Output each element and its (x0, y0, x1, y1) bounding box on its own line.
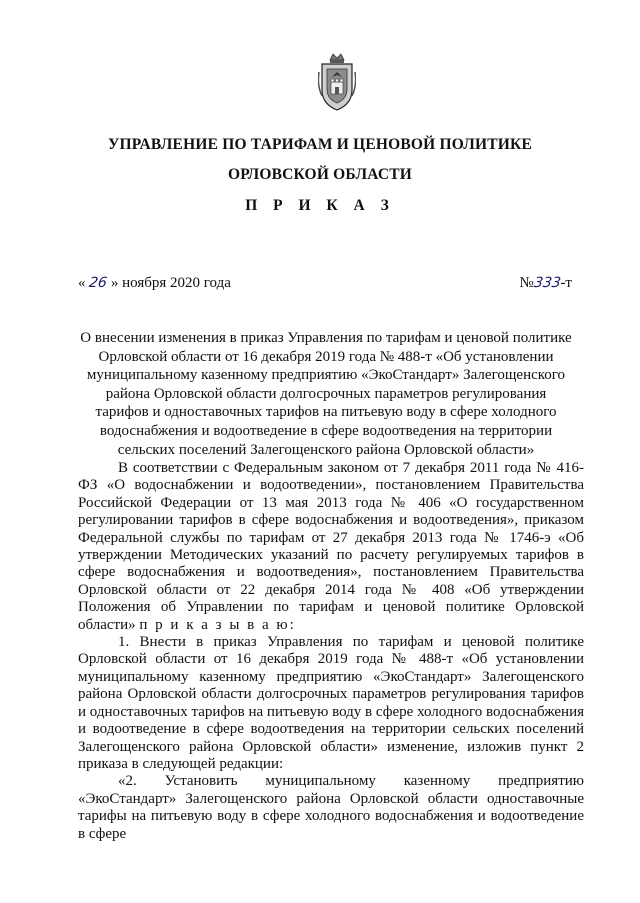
clause-1-paragraph: 1. Внести в приказ Управления по тарифам и ценовой политике Орловской области от 16 декабря 2019 года № 488-т «Об установлении муниципальному казенному предприятию «ЭкоСтандарт» Залегощенского района Орловской области долгосрочных параметров регулирования тарифов и одноставочных тарифов на питьевую воду в сфере холодного водоснабжения и водоотведение в сфере водоотведения на территории сельских поселений Залегощенского района Орловской области» изменение, изложив пункт 2 приказа в следующей редакции: (78, 634, 584, 772)
order-body (78, 460, 584, 843)
handwritten-day: 26 (88, 275, 109, 291)
order-verb: п р и к а з ы в а ю: (139, 616, 296, 633)
date-rest: » ноября 2020 года (110, 275, 231, 291)
clause-2-quote-paragraph: «2. Установить муниципальному казенному предприятию «ЭкоСтандарт» Залегощенского района Орловской области одноставочные тарифы на питьевую воду в сфере холодного водоснабжения и водоотведение в сфере (78, 773, 584, 842)
preamble-paragraph (78, 460, 584, 634)
preamble-text: В соответствии с Федеральным законом от 7 декабря 2011 года № 416-ФЗ «О водоснабжении и водоотведении», постановлением Правительства Российской Федерации от 13 мая 2013 года № 406 «О государственном регулировании тарифов в сфере водоснабжения и водоотведения», приказом Федеральной службы по тарифам от 27 декабря 2013 года № 1746-э «Об утверждении Методических указаний по расчету регулируемых тарифов в сфере водоснабжения и водоотведения», постановлением Правительства Орловской области от 22 декабря 2014 года № 408 «Об утверждении Положения об Управлении по тарифам и ценовой политике Орловской области» (78, 460, 584, 633)
date-open-quote: « (78, 275, 86, 291)
organization-name-line2: ОРЛОВСКОЙ ОБЛАСТИ (227, 166, 413, 183)
coat-of-arms-icon (318, 52, 356, 112)
order-subject: О внесении изменения в приказ Управления по тарифам и ценовой политике Орловской области от 16 декабря 2019 года № 488-т «Об установлении муниципальному казенному предприятию «ЭкоСтандарт» Залегощенского района Орловской области долгосрочных параметров регулирования тарифов и одноставочных тарифов на питьевую воду в сфере холодного водоснабжения и водоотведение в сфере водоотведения на территории сельских поселений Залегощенского района Орловской области» (80, 330, 572, 458)
order-date (78, 275, 231, 292)
handwritten-number: 333 (532, 275, 562, 291)
number-prefix: № (519, 275, 534, 291)
number-suffix: -т (560, 275, 572, 291)
order-number (519, 275, 572, 292)
organization-name-line1: УПРАВЛЕНИЕ ПО ТАРИФАМ И ЦЕНОВОЙ ПОЛИТИКЕ (107, 136, 533, 153)
order-title: П Р И К А З (245, 197, 395, 214)
